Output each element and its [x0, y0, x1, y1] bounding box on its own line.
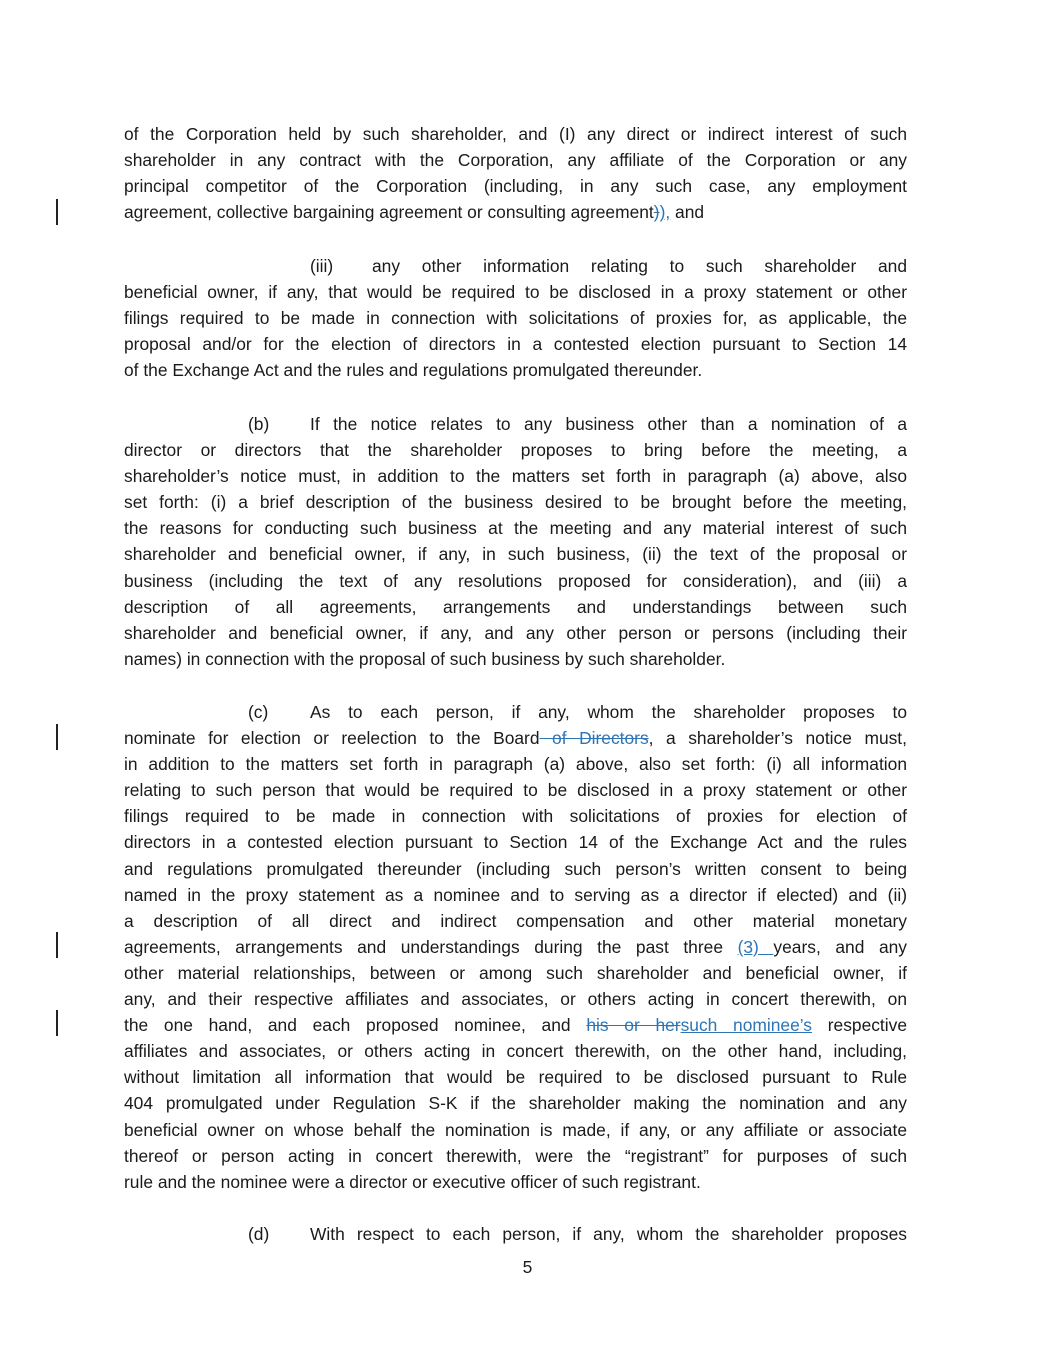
text-line: 404 promulgated under Regulation S-K if the shareholder making the nomination and any: [124, 1093, 907, 1114]
paragraph-label: (iii): [310, 256, 334, 276]
paragraph-d: [124, 1221, 907, 1247]
text-line: principal competitor of the Corporation (including, in any such case, any employment: [124, 176, 907, 197]
text-line: other material relationships, between or among such shareholder and beneficial owner, if: [124, 962, 907, 983]
text-line: and regulations promulgated thereunder (including such person’s written consent to being: [124, 858, 907, 879]
text-segment: With respect to each person, if any, whom the shareholder proposes: [310, 1224, 907, 1244]
text-segment: , a shareholder’s notice must,: [648, 728, 907, 749]
text-line: named in the proxy statement as a nominee and to serving as a director if elected) and (ii): [124, 884, 907, 905]
text-line: [124, 411, 907, 437]
text-line: rule and the nominee were a director or executive officer of such registrant.: [124, 1171, 701, 1192]
paragraph-b: [124, 411, 907, 672]
paragraph-iii: [124, 253, 907, 383]
change-bar: [56, 199, 58, 225]
text-segment: If the notice relates to any business other than a nomination of a: [310, 414, 907, 434]
text-segment: nominate for election or reelection to the Board: [124, 728, 540, 749]
text-line: set forth: (i) a brief description of the business desired to be brought before the meeting,: [124, 492, 907, 513]
text-line: in addition to the matters set forth in paragraph (a) above, also set forth: (i) all information: [124, 754, 907, 775]
text-line: any, and their respective affiliates and associates, or others acting in concert therewith, on: [124, 989, 907, 1010]
change-bar: [56, 724, 58, 750]
text-line: without limitation all information that would be required to be disclosed pursuant to Rule: [124, 1067, 907, 1088]
paragraph-label: (c): [248, 702, 269, 722]
text-segment: agreement, collective bargaining agreement or consulting agreement: [124, 202, 654, 223]
text-line: shareholder and beneficial owner, if any, in such business, (ii) the text of the proposal or: [124, 544, 907, 565]
text-line: business (including the text of any resolutions proposed for consideration), and (iii) a: [124, 570, 907, 591]
text-line: relating to such person that would be required to be disclosed in a proxy statement or other: [124, 780, 907, 801]
text-line: director or directors that the shareholder proposes to bring before the meeting, a: [124, 440, 907, 461]
text-line: [124, 934, 907, 960]
paragraph-c: [124, 699, 907, 1195]
text-segment: respective: [812, 1015, 907, 1036]
text-line: shareholder and beneficial owner, if any, and any other person or persons (including their: [124, 622, 907, 643]
text-segment: years, and any: [773, 936, 907, 957]
deleted-text: ): [653, 202, 660, 223]
text-line: directors in a contested election pursuant to Section 14 of the Exchange Act and the rules: [124, 832, 907, 853]
text-line: [124, 1012, 907, 1038]
text-line: thereof or person acting in concert therewith, were the “registrant” for purposes of such: [124, 1145, 907, 1166]
deleted-text: of Directors: [539, 728, 649, 749]
text-line: beneficial owner on whose behalf the nomination is made, if any, or any affiliate or associate: [124, 1119, 907, 1140]
text-line: [124, 253, 907, 279]
change-bar: [56, 1010, 58, 1036]
inserted-text: such nominee’s: [680, 1015, 813, 1036]
text-segment: any other information relating to such shareholder and: [372, 256, 907, 276]
text-line: [124, 725, 907, 751]
text-line: names) in connection with the proposal of such business by such shareholder.: [124, 648, 726, 669]
text-line: filings required to be made in connection with solicitations of proxies for election of: [124, 806, 907, 827]
text-line: shareholder in any contract with the Corporation, any affiliate of the Corporation or any: [124, 150, 907, 171]
text-segment: the one hand, and each proposed nominee, and: [124, 1015, 587, 1036]
text-segment: agreements, arrangements and understandings during the past three: [124, 936, 738, 957]
text-line: [124, 199, 907, 225]
paragraph-label: (d): [248, 1224, 270, 1244]
text-line: a description of all direct and indirect compensation and other material monetary: [124, 910, 907, 931]
text-line: the reasons for conducting such business at the meeting and any material interest of such: [124, 518, 907, 539]
text-line: shareholder’s notice must, in addition to the matters set forth in paragraph (a) above, also: [124, 466, 907, 487]
text-segment: and: [670, 202, 705, 223]
text-segment: As to each person, if any, whom the shareholder proposes to: [310, 702, 907, 722]
text-line: affiliates and associates, or others acting in concert therewith, on the other hand, including,: [124, 1041, 907, 1062]
text-line: [124, 699, 907, 725]
change-bar: [56, 932, 58, 958]
text-line: of the Exchange Act and the rules and regulations promulgated thereunder.: [124, 360, 703, 381]
paragraph-label: (b): [248, 414, 270, 434]
text-line: filings required to be made in connection with solicitations of proxies for, as applicable, the: [124, 308, 907, 329]
deleted-text: his or her: [586, 1015, 681, 1036]
text-line: of the Corporation held by such shareholder, and (I) any direct or indirect interest of such: [124, 124, 907, 144]
inserted-text: ),: [659, 202, 671, 223]
text-line: proposal and/or for the election of directors in a contested election pursuant to Section 14: [124, 334, 907, 355]
page-number: 5: [522, 1257, 533, 1277]
text-line: [124, 1221, 907, 1247]
paragraph-continuation: [124, 121, 907, 225]
inserted-text: (3): [737, 936, 774, 957]
text-line: beneficial owner, if any, that would be required to be disclosed in a proxy statement or other: [124, 282, 907, 303]
text-line: description of all agreements, arrangements and understandings between such: [124, 596, 907, 617]
